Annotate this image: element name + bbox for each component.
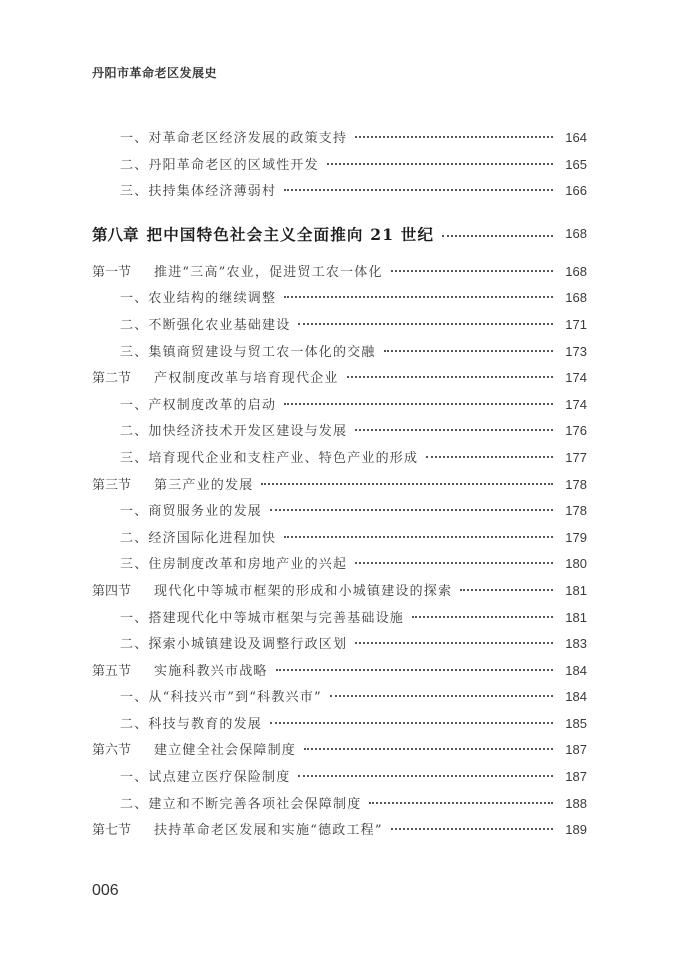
dot-leader	[304, 748, 553, 750]
toc-section-entry[interactable]	[92, 474, 587, 501]
dot-leader	[442, 235, 553, 237]
toc-page-number: 181	[565, 582, 587, 598]
toc-page-number: 168	[565, 290, 587, 306]
section-number: 第六节	[92, 743, 132, 759]
dot-leader	[355, 642, 553, 644]
toc-part-entry[interactable]	[92, 394, 587, 421]
toc-page-number: 171	[565, 316, 587, 332]
toc-entry-title: 一、搭建现代化中等城市框架与完善基础设施	[120, 610, 405, 626]
toc-section-entry[interactable]	[92, 819, 587, 846]
toc-entry-title: 实施科教兴市战略	[154, 663, 268, 679]
toc-page-number: 168	[565, 226, 587, 242]
toc-entry-title: 三、集镇商贸建设与贸工农一体化的交融	[120, 344, 376, 360]
toc-entry-title: 一、试点建立医疗保险制度	[120, 770, 291, 786]
toc-entry-title: 现代化中等城市框架的形成和小城镇建设的探索	[154, 583, 453, 599]
dot-leader	[460, 589, 553, 591]
toc-entry-title: 一、从“科技兴市”到“科教兴市”	[120, 690, 322, 706]
toc-entry-title: 二、建立和不断完善各项社会保障制度	[120, 796, 362, 812]
dot-leader	[330, 695, 553, 697]
dot-leader	[284, 403, 553, 405]
toc-entry-title: 二、丹阳革命老区的区域性开发	[120, 157, 319, 173]
section-number: 第二节	[92, 371, 132, 387]
toc-part-entry[interactable]	[92, 793, 587, 820]
section-number: 第三节	[92, 477, 132, 493]
toc-page-number: 184	[565, 689, 587, 705]
toc-part-entry[interactable]	[92, 766, 587, 793]
toc-page-number: 174	[565, 370, 587, 386]
toc-part-entry[interactable]	[92, 713, 587, 740]
toc-page-number: 184	[565, 662, 587, 678]
toc-entry-title: 二、经济国际化进程加快	[120, 530, 277, 546]
toc-page-number: 180	[565, 556, 587, 572]
toc-entry-title: 第三产业的发展	[154, 477, 254, 493]
toc-section-entry[interactable]	[92, 580, 587, 607]
toc-part-entry[interactable]	[92, 527, 587, 554]
toc-section-entry[interactable]	[92, 739, 587, 766]
dot-leader	[391, 270, 553, 272]
toc-page-number: 183	[565, 636, 587, 652]
toc-entry-title: 扶持革命老区发展和实施“德政工程”	[154, 823, 383, 839]
toc-entry-title: 一、产权制度改革的启动	[120, 397, 277, 413]
toc-page-number: 173	[565, 343, 587, 359]
dot-leader	[276, 669, 553, 671]
dot-leader	[369, 802, 553, 804]
toc-page-number: 178	[565, 476, 587, 492]
toc-entry-title: 产权制度改革与培育现代企业	[154, 371, 339, 387]
toc-entry-title: 二、科技与教育的发展	[120, 716, 263, 732]
toc-page-number: 166	[565, 183, 587, 199]
dot-leader	[284, 536, 553, 538]
toc-page-number: 185	[565, 715, 587, 731]
toc-page-number: 164	[565, 130, 587, 145]
toc-entry-title: 建立健全社会保障制度	[154, 743, 297, 759]
toc-entry-title: 三、培育现代企业和支柱产业、特色产业的形成	[120, 450, 419, 466]
toc-part-entry[interactable]	[92, 553, 587, 580]
dot-leader	[355, 429, 553, 431]
toc-part-entry[interactable]	[92, 420, 587, 447]
toc-part-entry[interactable]	[92, 180, 587, 207]
toc-page-number: 187	[565, 769, 587, 785]
toc-page-number: 178	[565, 503, 587, 519]
dot-leader	[284, 189, 553, 191]
page-number: 006	[92, 882, 119, 899]
toc-entry-title: 三、扶持集体经济薄弱村	[120, 184, 277, 200]
dot-leader	[426, 456, 553, 458]
toc-page-number: 165	[565, 156, 587, 172]
section-number: 第五节	[92, 663, 132, 679]
toc-entry-title: 二、不断强化农业基础建设	[120, 317, 291, 333]
dot-leader	[355, 562, 553, 564]
dot-leader	[270, 509, 553, 511]
toc-page-number: 187	[565, 742, 587, 758]
toc-entry-title: 二、探索小城镇建设及调整行政区划	[120, 637, 348, 653]
section-number: 第一节	[92, 264, 132, 280]
toc-entry-title: 推进“三高”农业，促进贸工农一体化	[154, 264, 383, 280]
dot-leader	[270, 722, 553, 724]
toc-page-number: 188	[565, 795, 587, 811]
toc-page-number: 177	[565, 449, 587, 465]
toc-section-entry[interactable]	[92, 261, 587, 288]
toc-entry-title: 一、商贸服务业的发展	[120, 504, 263, 520]
toc-part-entry[interactable]	[92, 127, 587, 154]
toc-page-number: 181	[565, 609, 587, 625]
toc-part-entry[interactable]	[92, 314, 587, 341]
dot-leader	[298, 775, 553, 777]
toc-entry-title: 三、住房制度改革和房地产业的兴起	[120, 557, 348, 573]
toc-part-entry[interactable]	[92, 447, 587, 474]
chapter-number: 第八章	[92, 224, 139, 244]
toc-entry-title: 把中国特色社会主义全面推向 21 世纪	[146, 224, 435, 244]
toc-page-number: 174	[565, 396, 587, 412]
toc-part-entry[interactable]	[92, 341, 587, 368]
dot-leader	[384, 350, 553, 352]
dot-leader	[261, 483, 553, 485]
toc-page-number: 176	[565, 423, 587, 439]
toc-part-entry[interactable]	[92, 500, 587, 527]
toc-section-entry[interactable]	[92, 660, 587, 687]
toc-page-number: 168	[565, 263, 587, 279]
toc-entry-title: 一、农业结构的继续调整	[120, 291, 277, 307]
dot-leader	[355, 136, 553, 138]
toc-part-entry[interactable]	[92, 686, 587, 713]
table-of-contents	[92, 127, 587, 846]
toc-section-entry[interactable]	[92, 367, 587, 394]
dot-leader	[298, 323, 553, 325]
toc-part-entry[interactable]	[92, 607, 587, 634]
toc-page-number: 179	[565, 529, 587, 545]
toc-part-entry[interactable]	[92, 287, 587, 314]
dot-leader	[347, 376, 553, 378]
toc-part-entry[interactable]	[92, 633, 587, 660]
toc-page-number: 189	[565, 822, 587, 838]
toc-chapter-entry[interactable]	[92, 207, 587, 261]
dot-leader	[284, 296, 553, 298]
dot-leader	[327, 163, 553, 165]
section-number: 第七节	[92, 823, 132, 839]
toc-part-entry[interactable]	[92, 154, 587, 181]
toc-entry-title: 一、对革命老区经济发展的政策支持	[120, 131, 348, 146]
running-header: 丹阳市革命老区发展史	[92, 66, 218, 80]
toc-entry-title: 二、加快经济技术开发区建设与发展	[120, 424, 348, 440]
section-number: 第四节	[92, 583, 132, 599]
dot-leader	[412, 616, 553, 618]
dot-leader	[391, 828, 553, 830]
